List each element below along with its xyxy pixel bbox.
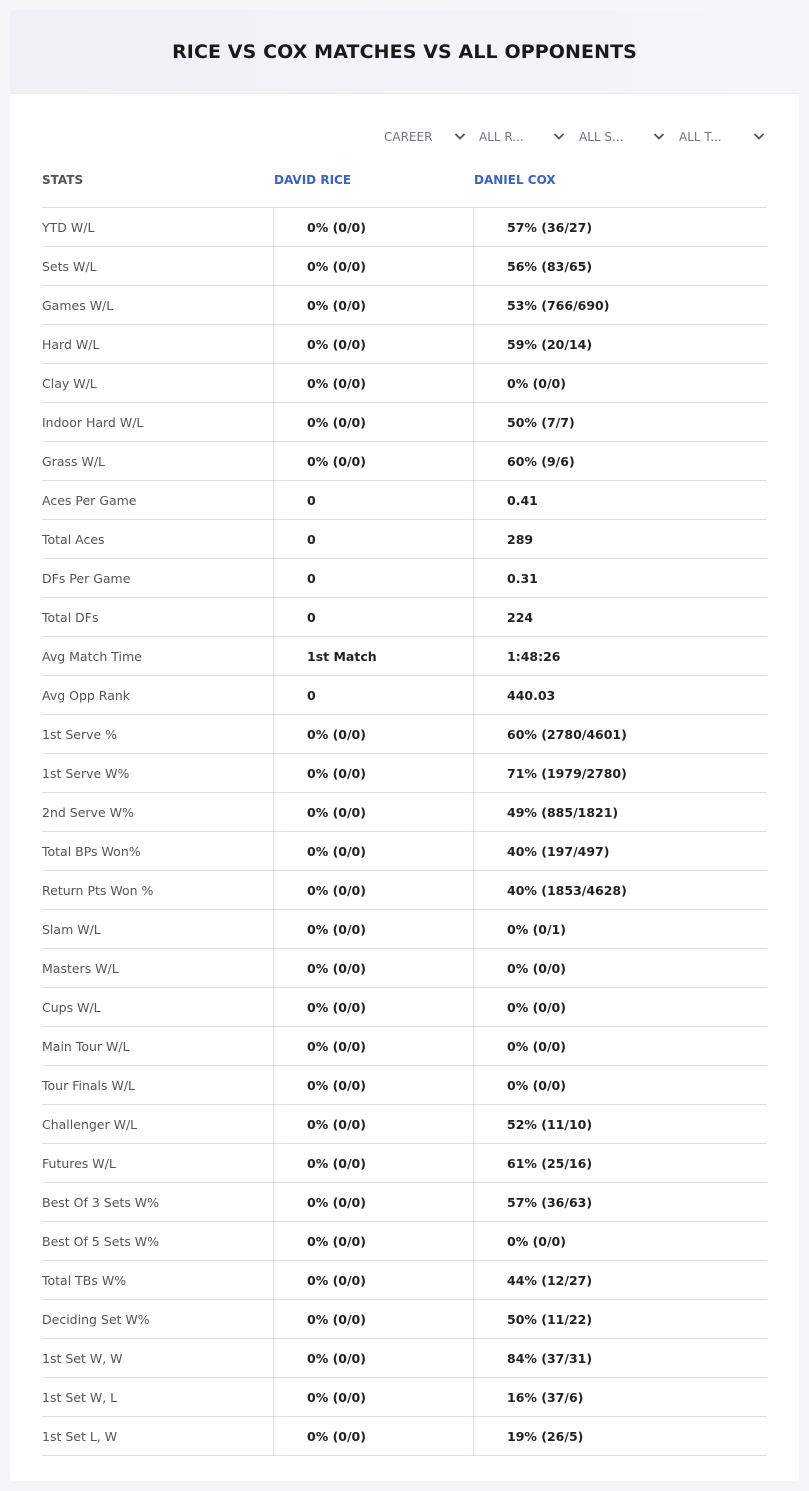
player2-value: 440.03 xyxy=(473,676,767,714)
stat-label: Games W/L xyxy=(42,297,114,313)
stat-label: 1st Set L, W xyxy=(42,1428,118,1444)
table-row xyxy=(42,1300,767,1339)
table-row xyxy=(42,208,767,247)
table-row xyxy=(42,364,767,403)
chevron-down-icon xyxy=(751,128,767,144)
player2-value: 0% (0/0) xyxy=(473,988,767,1026)
stat-label: Grass W/L xyxy=(42,453,106,469)
player1-link[interactable]: DAVID RICE xyxy=(274,173,352,187)
table-header xyxy=(42,170,767,208)
player2-value: 52% (11/10) xyxy=(473,1105,767,1143)
stat-label: Total BPs Won% xyxy=(42,843,141,859)
player1-value: 0% (0/0) xyxy=(273,286,473,324)
player2-value: 289 xyxy=(473,520,767,558)
table-row xyxy=(42,1339,767,1378)
player2-value: 59% (20/14) xyxy=(473,325,767,363)
player1-value: 0% (0/0) xyxy=(273,754,473,792)
table-body xyxy=(42,208,767,1456)
player1-value: 0 xyxy=(273,598,473,636)
player1-value: 0 xyxy=(273,520,473,558)
stat-label: Return Pts Won % xyxy=(42,882,154,898)
table-row xyxy=(42,286,767,325)
player1-value: 0% (0/0) xyxy=(273,1378,473,1416)
table-row xyxy=(42,1417,767,1456)
card-header xyxy=(10,10,799,94)
player1-value: 0% (0/0) xyxy=(273,1339,473,1377)
filter-career-select[interactable] xyxy=(384,126,466,148)
table-row xyxy=(42,949,767,988)
player2-value: 60% (9/6) xyxy=(473,442,767,480)
table-row xyxy=(42,1027,767,1066)
filter-tournaments-value: ALL T... xyxy=(679,130,722,144)
filter-rounds-value: ALL R... xyxy=(479,130,524,144)
player2-value: 60% (2780/4601) xyxy=(473,715,767,753)
player1-value: 0% (0/0) xyxy=(273,1417,473,1455)
table-row xyxy=(42,637,767,676)
stat-label: Hard W/L xyxy=(42,336,100,352)
player2-value: 57% (36/63) xyxy=(473,1183,767,1221)
table-row xyxy=(42,871,767,910)
stat-label: 1st Serve % xyxy=(42,726,118,742)
table-row xyxy=(42,1144,767,1183)
player2-value: 40% (197/497) xyxy=(473,832,767,870)
stats-table xyxy=(42,170,767,1456)
player2-value: 53% (766/690) xyxy=(473,286,767,324)
table-row xyxy=(42,520,767,559)
player1-value: 0% (0/0) xyxy=(273,871,473,909)
stat-label: Total TBs W% xyxy=(42,1272,127,1288)
player1-value: 1st Match xyxy=(273,637,473,675)
table-row xyxy=(42,403,767,442)
player2-value: 224 xyxy=(473,598,767,636)
player2-value: 19% (26/5) xyxy=(473,1417,767,1455)
stat-label: Best Of 3 Sets W% xyxy=(42,1194,160,1210)
stat-label: Best Of 5 Sets W% xyxy=(42,1233,160,1249)
filter-surfaces-value: ALL S... xyxy=(579,130,624,144)
player1-value: 0% (0/0) xyxy=(273,208,473,246)
player1-value: 0% (0/0) xyxy=(273,325,473,363)
table-row xyxy=(42,325,767,364)
table-row xyxy=(42,715,767,754)
filter-rounds-select[interactable] xyxy=(479,126,565,148)
stats-column-header: STATS xyxy=(42,173,84,187)
player2-value: 0% (0/0) xyxy=(473,949,767,987)
player1-value: 0% (0/0) xyxy=(273,1300,473,1338)
stat-label: 2nd Serve W% xyxy=(42,804,134,820)
player2-value: 49% (885/1821) xyxy=(473,793,767,831)
table-row xyxy=(42,988,767,1027)
stat-label: Masters W/L xyxy=(42,960,119,976)
filter-bar xyxy=(10,126,799,148)
player1-value: 0% (0/0) xyxy=(273,832,473,870)
stat-label: Main Tour W/L xyxy=(42,1038,130,1054)
stat-label: Cups W/L xyxy=(42,999,101,1015)
player1-value: 0% (0/0) xyxy=(273,1144,473,1182)
stat-label: Avg Opp Rank xyxy=(42,687,131,703)
table-row xyxy=(42,754,767,793)
player1-value: 0% (0/0) xyxy=(273,715,473,753)
player1-value: 0% (0/0) xyxy=(273,988,473,1026)
player2-value: 57% (36/27) xyxy=(473,208,767,246)
player1-value: 0% (0/0) xyxy=(273,793,473,831)
player2-value: 50% (11/22) xyxy=(473,1300,767,1338)
stat-label: Slam W/L xyxy=(42,921,101,937)
player1-value: 0% (0/0) xyxy=(273,1027,473,1065)
filter-career-value: CAREER xyxy=(384,130,433,144)
table-row xyxy=(42,1378,767,1417)
player1-value: 0% (0/0) xyxy=(273,403,473,441)
player2-value: 0% (0/0) xyxy=(473,1027,767,1065)
table-row xyxy=(42,793,767,832)
player1-value: 0% (0/0) xyxy=(273,364,473,402)
player2-value: 16% (37/6) xyxy=(473,1378,767,1416)
table-row xyxy=(42,1261,767,1300)
table-row xyxy=(42,247,767,286)
stat-label: Aces Per Game xyxy=(42,492,137,508)
table-row xyxy=(42,481,767,520)
player1-value: 0% (0/0) xyxy=(273,247,473,285)
player1-value: 0% (0/0) xyxy=(273,442,473,480)
table-row xyxy=(42,1105,767,1144)
page-title: RICE VS COX MATCHES VS ALL OPPONENTS xyxy=(172,40,637,63)
player2-value: 84% (37/31) xyxy=(473,1339,767,1377)
stat-label: Clay W/L xyxy=(42,375,97,391)
stats-card xyxy=(10,10,799,1481)
filter-surfaces-select[interactable] xyxy=(579,126,665,148)
player2-value: 50% (7/7) xyxy=(473,403,767,441)
player2-value: 0% (0/0) xyxy=(473,364,767,402)
stat-label: DFs Per Game xyxy=(42,570,131,586)
player1-value: 0 xyxy=(273,481,473,519)
table-row xyxy=(42,832,767,871)
player2-value: 71% (1979/2780) xyxy=(473,754,767,792)
stat-label: Total DFs xyxy=(42,609,99,625)
stat-label: Deciding Set W% xyxy=(42,1311,150,1327)
player1-value: 0% (0/0) xyxy=(273,910,473,948)
chevron-down-icon xyxy=(651,128,667,144)
table-row xyxy=(42,676,767,715)
player1-value: 0 xyxy=(273,559,473,597)
player1-value: 0% (0/0) xyxy=(273,1222,473,1260)
table-row xyxy=(42,910,767,949)
player2-value: 44% (12/27) xyxy=(473,1261,767,1299)
player2-value: 0.41 xyxy=(473,481,767,519)
player2-link[interactable]: DANIEL COX xyxy=(474,173,556,187)
stat-label: Challenger W/L xyxy=(42,1116,138,1132)
stat-label: Sets W/L xyxy=(42,258,97,274)
player1-value: 0% (0/0) xyxy=(273,1105,473,1143)
player1-value: 0% (0/0) xyxy=(273,1066,473,1104)
table-row xyxy=(42,559,767,598)
stat-label: Tour Finals W/L xyxy=(42,1077,136,1093)
player2-value: 56% (83/65) xyxy=(473,247,767,285)
filter-tournaments-select[interactable] xyxy=(679,126,767,148)
player2-value: 61% (25/16) xyxy=(473,1144,767,1182)
stat-label: 1st Serve W% xyxy=(42,765,130,781)
table-row xyxy=(42,1066,767,1105)
table-row xyxy=(42,1183,767,1222)
stat-label: Indoor Hard W/L xyxy=(42,414,144,430)
player1-value: 0% (0/0) xyxy=(273,949,473,987)
table-row xyxy=(42,442,767,481)
player2-value: 0% (0/0) xyxy=(473,1066,767,1104)
stat-label: 1st Set W, W xyxy=(42,1350,123,1366)
stat-label: Futures W/L xyxy=(42,1155,116,1171)
player1-value: 0% (0/0) xyxy=(273,1261,473,1299)
table-row xyxy=(42,598,767,637)
player2-value: 0% (0/1) xyxy=(473,910,767,948)
player2-value: 0% (0/0) xyxy=(473,1222,767,1260)
player1-value: 0% (0/0) xyxy=(273,1183,473,1221)
chevron-down-icon xyxy=(452,128,468,144)
player2-value: 40% (1853/4628) xyxy=(473,871,767,909)
table-row xyxy=(42,1222,767,1261)
player2-value: 0.31 xyxy=(473,559,767,597)
player1-value: 0 xyxy=(273,676,473,714)
stat-label: YTD W/L xyxy=(42,219,95,235)
stat-label: Total Aces xyxy=(42,531,105,547)
stat-label: Avg Match Time xyxy=(42,648,142,664)
chevron-down-icon xyxy=(551,128,567,144)
player2-value: 1:48:26 xyxy=(473,637,767,675)
stat-label: 1st Set W, L xyxy=(42,1389,118,1405)
